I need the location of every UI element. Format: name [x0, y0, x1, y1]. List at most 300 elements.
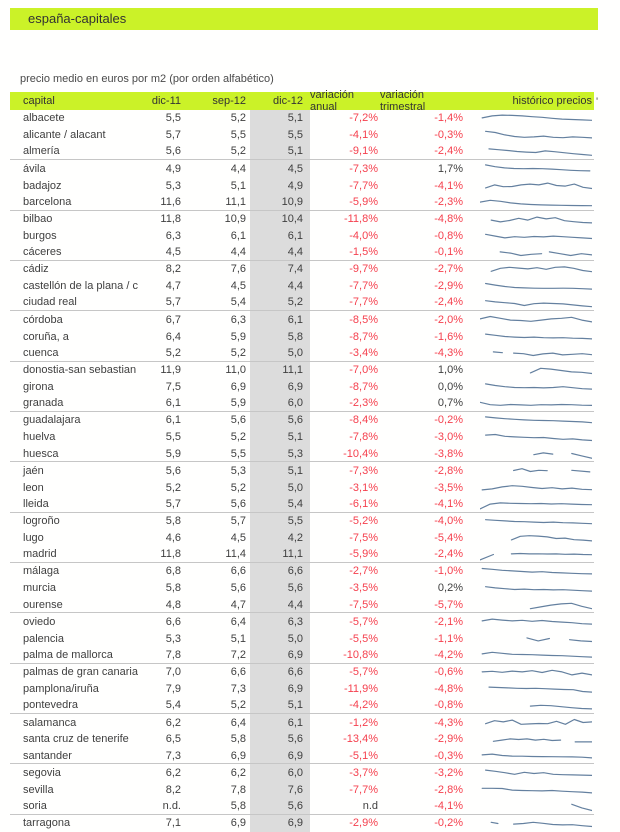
cell-capital: ciudad real [23, 296, 77, 309]
cell-capital: huesca [23, 447, 59, 460]
cell-dic-12: 10,9 [250, 194, 310, 210]
table-row [10, 815, 594, 832]
cell-dic-11: 6,1 [165, 414, 181, 427]
cell-dic-12: 6,9 [250, 379, 310, 396]
cell-variacion-anual: -3,1% [349, 481, 378, 494]
cell-variacion-trimestral: -1,6% [434, 330, 463, 343]
sparkline-chart [480, 379, 592, 394]
cell-capital: jaén [23, 464, 44, 477]
table-row [10, 496, 594, 513]
cell-historico-precios [465, 211, 594, 228]
cell-historico-precios [465, 446, 594, 462]
cell-dic-12: 4,5 [250, 160, 310, 177]
cell-sep-12: 4,7 [230, 598, 246, 611]
cell-sep-12: 6,4 [230, 615, 246, 628]
cell-dic-12: 7,6 [250, 781, 310, 798]
cell-dic-11: 11,6 [160, 195, 181, 208]
cell-variacion-anual: -2,3% [349, 397, 378, 410]
cell-dic-11: 5,8 [165, 515, 181, 528]
cell-sep-12: 5,5 [230, 129, 246, 142]
cell-variacion-anual: -11,9% [343, 682, 378, 695]
cell-variacion-trimestral: -4,8% [434, 682, 463, 695]
cell-variacion-anual: -3,4% [349, 346, 378, 359]
table-row [10, 630, 594, 647]
table-row [10, 412, 594, 429]
cell-variacion-trimestral: -3,2% [434, 766, 463, 779]
table-row [10, 798, 594, 815]
cell-dic-12: 6,0 [250, 764, 310, 781]
sparkline-chart [480, 212, 592, 227]
cell-dic-12: 7,4 [250, 261, 310, 278]
cell-dic-11: 5,3 [165, 179, 181, 192]
sparkline-chart [480, 463, 592, 478]
cell-variacion-anual: -8,5% [349, 313, 378, 326]
cell-dic-11: 8,2 [165, 783, 181, 796]
sparkline-chart [480, 798, 592, 813]
cell-sep-12: 5,1 [230, 179, 246, 192]
cell-historico-precios [465, 630, 594, 647]
cell-historico-precios [465, 144, 594, 160]
cell-sep-12: 5,7 [230, 515, 246, 528]
table-row [10, 345, 594, 362]
sparkline-chart [480, 732, 592, 747]
cell-dic-11: 5,3 [165, 632, 181, 645]
cell-dic-11: 7,0 [165, 666, 181, 679]
cell-variacion-trimestral: -0,2% [434, 414, 463, 427]
cell-sep-12: 6,9 [230, 380, 246, 393]
cell-variacion-trimestral: -0,6% [434, 666, 463, 679]
cell-dic-11: 5,5 [165, 431, 181, 444]
cell-variacion-trimestral: -2,9% [434, 733, 463, 746]
cell-dic-12: 5,6 [250, 580, 310, 597]
sparkline-chart [480, 614, 592, 629]
cell-variacion-anual: -2,7% [349, 565, 378, 578]
cell-capital: segovia [23, 766, 61, 779]
table-row [10, 110, 594, 127]
cell-capital: lleida [23, 497, 49, 510]
cell-capital: badajoz [23, 179, 62, 192]
sparkline-chart [480, 665, 592, 680]
cell-dic-11: 6,5 [165, 733, 181, 746]
cell-variacion-trimestral: 0,7% [437, 397, 463, 410]
cell-historico-precios [465, 798, 594, 814]
cell-dic-11: 6,1 [165, 397, 181, 410]
cell-variacion-anual: -7,7% [349, 783, 378, 796]
cell-dic-12: 5,6 [250, 798, 310, 814]
table-row [10, 295, 594, 312]
table-row [10, 580, 594, 597]
cell-historico-precios [465, 395, 594, 411]
cell-capital: cádiz [23, 263, 49, 276]
cell-capital: sevilla [23, 783, 54, 796]
cell-sep-12: 6,1 [230, 229, 246, 242]
cell-variacion-trimestral: -4,3% [434, 716, 463, 729]
cell-variacion-trimestral: -0,8% [434, 699, 463, 712]
cell-variacion-trimestral: -0,1% [434, 246, 463, 259]
cell-capital: ourense [23, 598, 63, 611]
cell-capital: leon [23, 481, 44, 494]
table-row [10, 328, 594, 345]
cell-capital: cuenca [23, 346, 59, 359]
table-row [10, 479, 594, 496]
cell-variacion-anual: -10,4% [343, 447, 378, 460]
cell-dic-12: 4,4 [250, 244, 310, 260]
cell-variacion-trimestral: -4,2% [434, 648, 463, 661]
cell-variacion-trimestral: -4,0% [434, 515, 463, 528]
cell-dic-12: 5,1 [250, 697, 310, 713]
cell-variacion-trimestral: -4,1% [434, 497, 463, 510]
cell-sep-12: 5,9 [230, 397, 246, 410]
cell-sep-12: 5,9 [230, 330, 246, 343]
cell-variacion-trimestral: -3,8% [434, 447, 463, 460]
cell-sep-12: 11,0 [225, 364, 246, 377]
sparkline-chart [480, 782, 592, 797]
cell-historico-precios [465, 513, 594, 530]
cell-dic-12: 4,4 [250, 278, 310, 295]
sparkline-chart [480, 144, 592, 159]
sparkline-chart [480, 329, 592, 344]
cell-variacion-anual: -1,5% [349, 246, 378, 259]
cell-historico-precios [465, 496, 594, 512]
cell-historico-precios [465, 379, 594, 396]
table-row [10, 311, 594, 328]
cell-capital: cáceres [23, 246, 62, 259]
sparkline-chart [480, 413, 592, 428]
sparkline-chart [480, 245, 592, 260]
sparkline-chart [480, 279, 592, 294]
cell-sep-12: 5,2 [230, 431, 246, 444]
cell-sep-12: 6,4 [230, 716, 246, 729]
sparkline-chart [480, 312, 592, 327]
cell-dic-12: 10,4 [250, 211, 310, 228]
cell-historico-precios [465, 328, 594, 345]
table-row [10, 647, 594, 664]
cell-variacion-anual: -1,2% [349, 716, 378, 729]
sparkline-chart [480, 178, 592, 193]
cell-sep-12: 5,1 [230, 632, 246, 645]
cell-capital: granada [23, 397, 64, 410]
cell-variacion-trimestral: -2,3% [434, 195, 463, 208]
table-row [10, 613, 594, 630]
cell-variacion-anual: -8,7% [349, 380, 378, 393]
cell-capital: burgos [23, 229, 57, 242]
table-row [10, 379, 594, 396]
sparkline-chart [480, 161, 592, 176]
cell-variacion-anual: -7,3% [349, 464, 378, 477]
cell-sep-12: 5,3 [230, 464, 246, 477]
table-row [10, 446, 594, 463]
cell-sep-12: 5,2 [230, 112, 246, 125]
table-row [10, 177, 594, 194]
cell-sep-12: 6,6 [230, 666, 246, 679]
table-row [10, 160, 594, 177]
cell-dic-11: 8,2 [165, 263, 181, 276]
cell-dic-12: 5,3 [250, 446, 310, 462]
cell-variacion-trimestral: -2,4% [434, 296, 463, 309]
sparkline-chart [480, 128, 592, 143]
cell-sep-12: 4,4 [230, 162, 246, 175]
cell-sep-12: 5,4 [230, 296, 246, 309]
cell-capital: madrid [23, 548, 57, 561]
cell-dic-11: 5,6 [165, 464, 181, 477]
cell-variacion-anual: -6,1% [349, 497, 378, 510]
cell-historico-precios [465, 613, 594, 630]
sparkline-chart [480, 345, 592, 360]
cell-variacion-anual: -3,7% [349, 766, 378, 779]
cell-variacion-trimestral: 1,0% [437, 364, 463, 377]
cell-variacion-anual: -7,2% [349, 112, 378, 125]
sparkline-chart [480, 111, 592, 126]
cell-sep-12: 5,8 [230, 733, 246, 746]
cell-variacion-anual: -13,4% [343, 733, 378, 746]
cell-dic-12: 6,9 [250, 681, 310, 698]
cell-capital: palmas de gran canaria [23, 666, 138, 679]
sparkline-chart [480, 480, 592, 495]
cell-sep-12: 5,2 [230, 481, 246, 494]
cell-dic-12: 5,4 [250, 496, 310, 512]
cell-historico-precios [465, 362, 594, 379]
cell-capital: pontevedra [23, 699, 79, 712]
table-body [10, 110, 594, 832]
sparkline-chart [480, 715, 592, 730]
cell-historico-precios [465, 815, 594, 832]
cell-dic-12: 6,1 [250, 227, 310, 244]
sparkline-chart [480, 363, 592, 378]
cell-variacion-trimestral: -0,2% [434, 817, 463, 830]
cell-variacion-trimestral: -4,1% [434, 179, 463, 192]
cell-dic-12: 4,9 [250, 177, 310, 194]
cell-dic-11: 6,6 [165, 615, 181, 628]
table-row [10, 395, 594, 412]
cell-dic-11: 5,4 [165, 699, 181, 712]
cell-variacion-trimestral: -0,3% [434, 129, 463, 142]
cell-capital: pamplona/iruña [23, 682, 99, 695]
table-row [10, 748, 594, 765]
cell-sep-12: 6,6 [230, 565, 246, 578]
table-row [10, 362, 594, 379]
cell-capital: huelva [23, 431, 56, 444]
cell-variacion-trimestral: -0,8% [434, 229, 463, 242]
cell-variacion-anual: -7,8% [349, 431, 378, 444]
table-row [10, 697, 594, 714]
cell-sep-12: 7,3 [230, 682, 246, 695]
cell-variacion-anual: -5,7% [349, 615, 378, 628]
cell-variacion-anual: -5,9% [349, 548, 378, 561]
cell-historico-precios [465, 127, 594, 144]
cell-capital: alicante / alacant [23, 129, 106, 142]
cell-variacion-anual: -5,1% [349, 749, 378, 762]
table-row [10, 764, 594, 781]
cell-sep-12: 11,4 [225, 548, 246, 561]
cell-variacion-anual: -5,2% [349, 515, 378, 528]
cell-sep-12: 10,9 [224, 213, 246, 226]
cell-sep-12: 5,6 [230, 414, 246, 427]
cell-dic-11: 7,8 [165, 648, 181, 661]
cell-dic-12: 6,6 [250, 563, 310, 580]
cell-dic-12: 5,0 [250, 345, 310, 361]
sparkline-chart [480, 396, 592, 411]
cell-sep-12: 5,8 [230, 799, 246, 812]
cell-sep-12: 5,5 [230, 447, 246, 460]
cell-sep-12: 6,3 [230, 313, 246, 326]
sparkline-chart [480, 228, 592, 243]
cell-variacion-anual: -4,1% [349, 129, 378, 142]
header-dic-12: dic-12 [273, 95, 303, 107]
sparkline-chart [480, 681, 592, 696]
cell-dic-11: 5,7 [165, 129, 181, 142]
cell-dic-12: 4,4 [250, 597, 310, 613]
cell-dic-12: 6,6 [250, 664, 310, 681]
cell-capital: ávila [23, 162, 46, 175]
cell-variacion-anual: -5,9% [349, 195, 378, 208]
cell-capital: palma de mallorca [23, 648, 113, 661]
cell-sep-12: 5,2 [230, 699, 246, 712]
table-row [10, 261, 594, 278]
cell-capital: palencia [23, 632, 64, 645]
cell-sep-12: 7,8 [230, 783, 246, 796]
cell-historico-precios [465, 429, 594, 446]
title-bar [10, 8, 598, 30]
cell-variacion-anual: -11,8% [343, 213, 378, 226]
sparkline-chart [480, 698, 592, 713]
cell-dic-11: 5,7 [165, 497, 181, 510]
sparkline-chart [480, 765, 592, 780]
cell-variacion-trimestral: -2,8% [434, 464, 463, 477]
cell-variacion-trimestral: -2,9% [434, 280, 463, 293]
cell-historico-precios [465, 748, 594, 764]
cell-variacion-trimestral: -3,5% [434, 481, 463, 494]
cell-variacion-trimestral: -0,3% [434, 749, 463, 762]
cell-dic-12: 6,9 [250, 815, 310, 832]
cell-historico-precios [465, 546, 594, 562]
cell-variacion-trimestral: -1,4% [434, 112, 463, 125]
cell-variacion-anual: -9,1% [349, 145, 378, 158]
cell-capital: málaga [23, 565, 60, 578]
cell-dic-12: 11,1 [250, 546, 310, 562]
cell-dic-12: 5,6 [250, 731, 310, 748]
cell-historico-precios [465, 563, 594, 580]
table-row [10, 546, 594, 563]
cell-capital: castellón de la plana / c [23, 280, 138, 293]
cell-variacion-anual: -9,7% [349, 263, 378, 276]
cell-dic-11: 11,9 [160, 364, 181, 377]
cell-sep-12: 4,5 [230, 531, 246, 544]
cell-variacion-anual: -4,2% [349, 699, 378, 712]
cell-variacion-trimestral: -3,0% [434, 431, 463, 444]
cell-historico-precios [465, 681, 594, 698]
cell-variacion-trimestral: -2,4% [434, 145, 463, 158]
table-subtitle: precio medio en euros por m2 (por orden alfabético) [20, 73, 274, 85]
cell-historico-precios [465, 714, 594, 731]
cell-historico-precios [465, 462, 594, 479]
cell-variacion-anual: -7,3% [349, 162, 378, 175]
cell-historico-precios [465, 412, 594, 429]
cell-sep-12: 6,2 [230, 766, 246, 779]
cell-dic-12: 5,6 [250, 412, 310, 429]
cell-capital: albacete [23, 112, 65, 125]
cell-sep-12: 7,6 [230, 263, 246, 276]
cell-capital: santander [23, 749, 72, 762]
cell-dic-11: 6,7 [165, 313, 181, 326]
table-row [10, 664, 594, 681]
cell-dic-11: 11,8 [160, 548, 181, 561]
header-dic-11: dic-11 [151, 95, 181, 107]
cell-dic-12: 6,1 [250, 311, 310, 328]
table-row [10, 144, 594, 161]
cell-capital: donostia-san sebastian [23, 364, 137, 377]
cell-dic-11: 5,5 [165, 112, 181, 125]
cell-dic-12: 5,0 [250, 630, 310, 647]
cell-variacion-trimestral: -4,3% [434, 346, 463, 359]
sparkline-chart [480, 530, 592, 545]
cell-historico-precios [465, 664, 594, 681]
cell-historico-precios [465, 227, 594, 244]
cell-variacion-anual: -2,9% [349, 817, 378, 830]
table-row [10, 127, 594, 144]
cell-capital: córdoba [23, 313, 63, 326]
table-row [10, 597, 594, 614]
cell-variacion-anual: -7,7% [349, 280, 378, 293]
cell-variacion-anual: -7,0% [349, 364, 378, 377]
cell-variacion-anual: n.d [362, 799, 378, 812]
cell-dic-12: 5,5 [250, 127, 310, 144]
cell-dic-11: 11,8 [160, 213, 181, 226]
table-header-row [10, 89, 594, 113]
cell-dic-12: 5,1 [250, 429, 310, 446]
table-row [10, 681, 594, 698]
cell-sep-12: 5,6 [230, 582, 246, 595]
cell-variacion-anual: -8,7% [349, 330, 378, 343]
cell-dic-12: 6,9 [250, 647, 310, 663]
cell-historico-precios [465, 295, 594, 311]
cell-historico-precios [465, 479, 594, 496]
cell-variacion-trimestral: 0,2% [437, 582, 463, 595]
cell-sep-12: 5,2 [230, 145, 246, 158]
cell-dic-11: 4,9 [165, 162, 181, 175]
sparkline-chart [480, 647, 592, 662]
cell-variacion-anual: -7,5% [349, 598, 378, 611]
cell-dic-11: 5,2 [165, 346, 181, 359]
cell-capital: murcia [23, 582, 57, 595]
cell-variacion-anual: -8,4% [349, 414, 378, 427]
price-table [10, 89, 594, 832]
cell-dic-11: 4,6 [165, 531, 181, 544]
table-row [10, 194, 594, 211]
cell-capital: salamanca [23, 716, 77, 729]
table-row [10, 429, 594, 446]
cell-dic-12: 6,3 [250, 613, 310, 630]
cell-historico-precios [465, 764, 594, 781]
table-row [10, 513, 594, 530]
cell-capital: oviedo [23, 615, 56, 628]
cell-variacion-anual: -10,8% [343, 648, 378, 661]
table-row [10, 731, 594, 748]
sparkline-chart [480, 262, 592, 277]
cell-capital: logroño [23, 515, 60, 528]
table-row [10, 462, 594, 479]
cell-sep-12: 11,1 [225, 195, 246, 208]
cell-capital: lugo [23, 531, 44, 544]
cell-dic-11: 7,9 [165, 682, 181, 695]
cell-variacion-trimestral: -2,4% [434, 548, 463, 561]
cell-capital: bilbao [23, 213, 53, 226]
cell-sep-12: 6,9 [230, 749, 246, 762]
cell-historico-precios [465, 781, 594, 798]
cell-variacion-trimestral: -2,0% [434, 313, 463, 326]
cell-dic-11: 5,8 [165, 582, 181, 595]
cell-capital: guadalajara [23, 414, 81, 427]
sparkline-chart [480, 295, 592, 310]
